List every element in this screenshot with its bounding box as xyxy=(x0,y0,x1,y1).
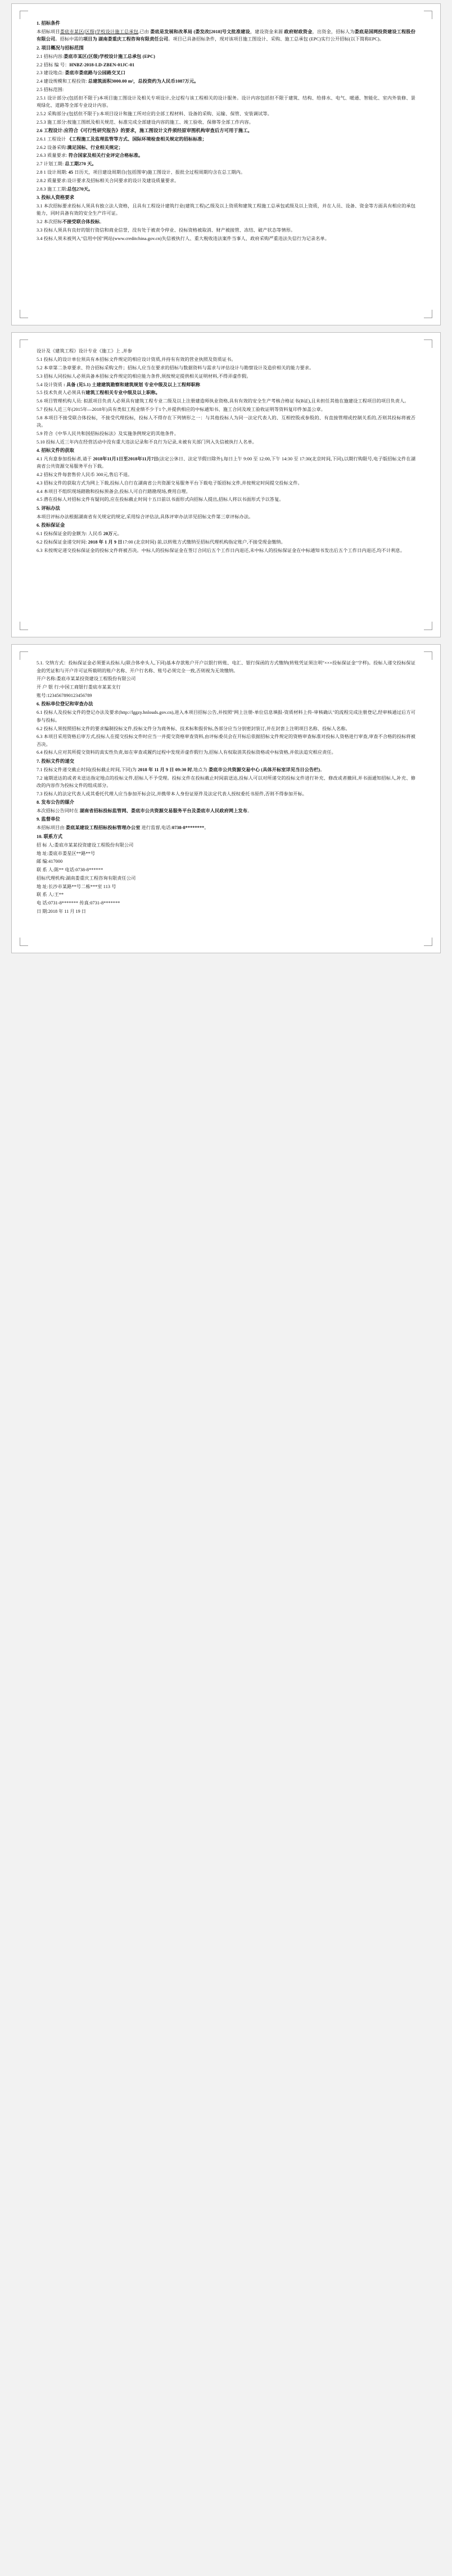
paragraph: 本项目评标办法根据湖南省有关规定的规定,采用综合评估法,具体评审办法详见招标文件第三章评标办法。 xyxy=(37,514,254,519)
paragraph: 账号:1234567890123456789 xyxy=(37,693,92,699)
paragraph: 日 期:2018 年 11 月 19 日 xyxy=(37,909,86,914)
crop-mark-bottom-left xyxy=(20,622,28,630)
pages-host xyxy=(0,3,452,953)
paragraph: 5.1 投标人的设计单位须具有本招标文件规定的相应设计资质,并持有有效的营业执照及资质证书。 xyxy=(37,357,236,363)
paragraph: 邮 编:417000 xyxy=(37,859,63,864)
section-heading: 9. 监督单位 xyxy=(37,817,60,822)
paragraph: 4.3 招标文件的获取方式为网上下载,投标人自行在湖南省公共资源交易服务平台下载电子版招标文件,并按规定时间提交投标文件。 xyxy=(37,480,302,486)
paragraph: 6.3 本项目采用资格后审方式,投标人在提交投标文件时应当一并提交资格审查资料,由评标委员会在开标后依据招标文件规定的资格审查标准对投标人资格进行审查,审查不合格的投标将被否决。 xyxy=(37,734,415,747)
paragraph: 6.1 投标保证金的金额为: 人民币 20万元。 xyxy=(37,531,123,537)
paragraph: 设计及《建筑工程》设计专业《施工》上 ,并参 xyxy=(37,348,133,354)
paragraph: 6.4 投标人应对其所提交资料的真实性负责,如在审查或履约过程中发现弄虚作假行为,招标人有权取消其投标资格或中标资格,并依法追究相应责任。 xyxy=(37,750,336,755)
section-heading: 2.6 工程设计:应符合《可行性研究报告》的要求，施工图设计文件须经原审图机构审查后方可用于施工。 xyxy=(37,128,252,133)
section-heading: 1. 招标条件 xyxy=(37,21,60,26)
paragraph: 5.1. 交纳方式：投标保证金必须要从投标人(联合体牵头人,下同)基本存款账户开户以银行转账、电汇、银行保函的方式缴纳(转账凭证须注明"×××投标保证金"字样)。投标人递交投标保证金的凭证和与开户许可证所载明的账户名称、开户行名称、账号必须完全一致,否则视为无效缴纳。 xyxy=(37,660,415,673)
paragraph: 5.6 项目管理机构人员: 拟派项目负责人必须具有建筑工程专业二级及以上注册建造师执业资格,具有有效的安全生产考核合格证书(B证),且未担任其他在施建设工程项目的项目负责人。 xyxy=(37,399,409,404)
paragraph: 2.7 计划工期: 总工期270 天。 xyxy=(37,161,97,167)
document-page xyxy=(11,644,441,953)
paragraph: 地 址:长沙市某路**号二栋***室 113 号 xyxy=(37,884,116,889)
paragraph: 2.1 招标内容:娄底市某区(区级)学校设计施工总承包 (EPC) xyxy=(37,53,155,59)
section-heading: 10. 联系方式 xyxy=(37,834,63,839)
crop-mark-bottom-right xyxy=(424,622,432,630)
paragraph: 开户名称:娄底市某某投资建设工程股份有限公司 xyxy=(37,676,136,682)
page-bottom-whitespace xyxy=(37,243,415,310)
paragraph: 5.8 本项目不接受联合体投标，不接受代理投标，投标人不得存在下列情形之一：与其他投标人为同一法定代表人的、互相控股或参股的、有直接管理或控制关系的,否则其投标将被否决。 xyxy=(37,415,415,428)
paragraph: 6.3 未按规定递交投标保证金的投标文件将被否决。中标人的投标保证金在签订合同后五个工作日内退还,未中标人的投标保证金在中标通知书发出后五个工作日内退还,均不计利息。 xyxy=(37,547,405,553)
paragraph: 2.8.2 质量要求:设计要求及招标相关合同要求的设计及建设质量要求。 xyxy=(37,178,179,183)
crop-mark-bottom-left xyxy=(20,938,28,946)
paragraph: 7.1 投标文件递交截止时间(投标截止时间,下同)为 2018 年 11 月 9 日 09:30 时,地点为 娄底市公共资源交易中心 (具体开标室详见当日公告栏)。 xyxy=(37,767,325,772)
crop-mark-bottom-right xyxy=(424,310,432,318)
paragraph: 2.8 1 设计周期: 45 日历天，项目建设周期自(包括图审)施工图设计、报批全过程周期均含在总工期内。 xyxy=(37,170,246,175)
paragraph: 2.5.1 设计部分:(包括但不限于)本项目施工图设计及相关专项设计,全过程与该工程相关的设计服务。设计内容包括但不限于建筑、结构、给排水、电气、暖通、智能化、室内外装修、景观绿化、道路等全部专业设计内容。 xyxy=(37,95,415,108)
paragraph: 2.6.1 工程设计 《工程施工及监理监管等方式、国际环境检查相关规定的招标标准； xyxy=(37,136,207,142)
section-heading: 6. 投标保证金 xyxy=(37,522,65,528)
paragraph: 2.8.3 施工工期:总包270天。 xyxy=(37,186,93,192)
paragraph: 电 话:0731-8******* 传真:0731-8******* xyxy=(37,900,120,906)
paragraph: 本招标项目由 娄底某建设工程招标投标管理办公室 进行监督,电话:0738-8********。 xyxy=(37,825,209,831)
paragraph: 6.1 投标人及投标文件的登记办法及要求(http://lggzy.hnlouds.gov.cn),进入本项目招标公告,并按照"网上注册-单位信息填报-资质材料上传-审核确认"的流程完成注册登记,经审核通过后方可参与投标。 xyxy=(37,710,415,723)
crop-mark-bottom-left xyxy=(20,310,28,318)
paragraph: 2.6.3 质量要求: 符合国家及相关行业评定合格标准。 xyxy=(37,153,143,159)
paragraph: 3.3 投标人须具有良好的银行资信和商业信誉，没有处于被责令停业、投标资格被取消、财产被接管、冻结、破产状态等情形。 xyxy=(37,227,296,233)
paragraph: 5.2 本章第二条章要求、符合招标采购文件；招标人应当在要求的招标与数据资料与需求与评估设计与勘察设计及造价相关的能力要求。 xyxy=(37,365,314,370)
paragraph: 2.4 建设规模和工程投资: 总建筑面积3000.00 m²，总投资约为人民币1087万元。 xyxy=(37,79,199,84)
crop-mark-bottom-right xyxy=(424,938,432,946)
paragraph: 2.5.3 施工部分:按施工图纸及相关规范、标准完成全部建设内容的施工、竣工验收、保修等全部工作内容。 xyxy=(37,119,254,125)
paragraph: 5.4 设计资质 : 具备 (见5.1) 土建建筑勘察和建筑规划 专业中级及以上工程师职称 xyxy=(37,382,201,387)
paragraph: 7.3 投标人的法定代表人或其委托代理人应当参加开标会议,并携带本人身份证原件及法定代表人授权委托书原件,否则不得参加开标。 xyxy=(37,791,308,796)
paragraph: 3.2 本次招标不接受联合体投标。 xyxy=(37,219,105,225)
paragraph: 联 系 人:王** xyxy=(37,892,64,898)
paragraph: 2.5.2 采购部分:(包括但不限于):本项目设计和施工所对应的全部工程材料、设备的采购、运输、保管、安装调试等。 xyxy=(37,111,272,116)
paragraph: 2.5 招标范围: xyxy=(37,87,64,92)
section-heading: 2. 项目概况与招标范围 xyxy=(37,45,84,51)
paragraph: 5.3 招标人同投标人必须具备本招标文件规定的相应能力条件,须按规定提供相关证明材料,不得弄虚作假。 xyxy=(37,373,251,379)
paragraph: 3.4 投标人须未被列入"信用中国"网站(www.creditchina.gov.cn)失信被执行人、重大税收违法案件当事人、政府采购严重违法失信行为记录名单。 xyxy=(37,236,329,241)
page-bottom-whitespace xyxy=(37,555,415,622)
paragraph: 联 系 人:陈** 电话:0738-8****** xyxy=(37,867,103,873)
paragraph: 2.3 建设地点: 娄底市娄底路与公园路交叉口 xyxy=(37,70,126,76)
paragraph: 3.1 本次招标要求投标人须具有独立法人资格，且具有工程设计建筑行业(建筑工程)乙级及以上资质和建筑工程施工总承包贰级及以上资质，并在人员、设备、资金等方面具有相应的承包能力，同时具备有效的安全生产许可证。 xyxy=(37,203,415,216)
section-heading: 7. 投标文件的递交 xyxy=(37,758,74,764)
page-bottom-whitespace xyxy=(37,916,415,938)
section-heading: 4. 招标文件的获取 xyxy=(37,447,74,453)
section-heading: 5. 评标办法 xyxy=(37,505,60,511)
paragraph: 2.2 招标 编 号：HNBZ-2018-LD-ZBEN-01JC-01 xyxy=(37,62,135,67)
section-heading: 3. 投标人资格要求 xyxy=(37,194,74,200)
paragraph: 招 标 人:娄底市某某投资建设工程股份有限公司 xyxy=(37,842,134,848)
paragraph: 4.4 本项目不组织现场踏勘和投标预备会,投标人可自行踏勘现场,费用自理。 xyxy=(37,488,191,494)
paragraph: 4.2 招标文件每套售价人民币 300元,售后不退。 xyxy=(37,472,133,477)
document-page xyxy=(11,3,441,325)
paragraph: 5.7 投标人近三年(2015年—2018年)具有类似工程业绩不少于1个,并提供相应的中标通知书、施工合同及竣工验收证明等资料复印件加盖公章。 xyxy=(37,406,326,412)
paragraph: 6.2 投标人须按照招标文件的要求编制投标文件,投标文件分为商务标、技术标和报价标,各部分应当分别密封装订,并在封套上注明项目名称、投标人名称。 xyxy=(37,726,350,731)
paragraph: 6.2 投标保证金递交时间: 2018 年 1 月 9 日17:00 (北京时间) 前,以转账方式缴纳至招标代理机构指定账户,不接受现金缴纳。 xyxy=(37,539,286,545)
paragraph: 本次招标公告同时在 湖南省招标投标监管网、娄底市公共资源交易服务平台及娄底市人民政府网上发布。 xyxy=(37,808,252,813)
paragraph: 4.5 潜在投标人对招标文件有疑问的,应在投标截止时间十五日前以书面形式向招标人提出,招标人将以书面形式予以答复。 xyxy=(37,497,284,502)
document-page xyxy=(11,332,441,637)
document-body xyxy=(0,0,452,966)
paragraph: 2.6.2 设备采购:满足国标、行业相关规定； xyxy=(37,144,123,150)
paragraph: 招标代理机构:湖南娄重庆工程咨询有限责任公司 xyxy=(37,875,136,881)
section-heading: 8. 发布公告的媒介 xyxy=(37,799,74,805)
paragraph: 地 址:娄底市娄星区**路**号 xyxy=(37,850,96,856)
section-heading: 6. 投标单位登记和审查办法 xyxy=(37,701,93,707)
paragraph: 7.2 逾期送达的或者未送达指定地点的投标文件,招标人不予受理。投标文件在投标截止时间前送达,投标人可以对所递交的投标文件进行补充、修改或者撤回,并书面通知招标人,补充、修改的内容作为投标文件的组成部分。 xyxy=(37,775,415,788)
paragraph: 5.10 投标人近三年内在经营活动中没有重大违法记录和不良行为记录,未被有关部门列入失信被执行人名单。 xyxy=(37,439,257,445)
paragraph: 开 户 银 行:中国工商银行娄底市某某支行 xyxy=(37,685,121,690)
paragraph: 本招标项目娄底市某区(区级)学校设计施工总承包,已由 娄底是发展和改革局 (娄发改[2018]号文批准建设，建设资金来源 政府财政资金，出资金，招标人为娄底是国网投资建设工程股份有限公司。招标中需的项目为 湖南娄重庆工程咨询有限责任公司。项目已具备招标条件，现对该项目施工图设计、采购、施工总承包 (EPC)实行公开招标(以下简称EPC)。 xyxy=(37,29,415,42)
paragraph: 4.1 凡有意参加投标者,请于 2018年11月1日至2018年11月7日(法定公休日、法定节假日除外),每日上午 9:00 至 12:00,下午 14:30 至 17:30(北京时间,下同),以期行购限号,电子版招标文件在湖南省公共资源交易服务平台下载。 xyxy=(37,456,415,469)
paragraph: 5.9 符合《中华人民共和国招标投标法》及实施条例规定的其他条件。 xyxy=(37,431,179,436)
paragraph: 5.5 技术负责人必须具有建筑工程相关专业中级及以上职称。 xyxy=(37,390,160,396)
